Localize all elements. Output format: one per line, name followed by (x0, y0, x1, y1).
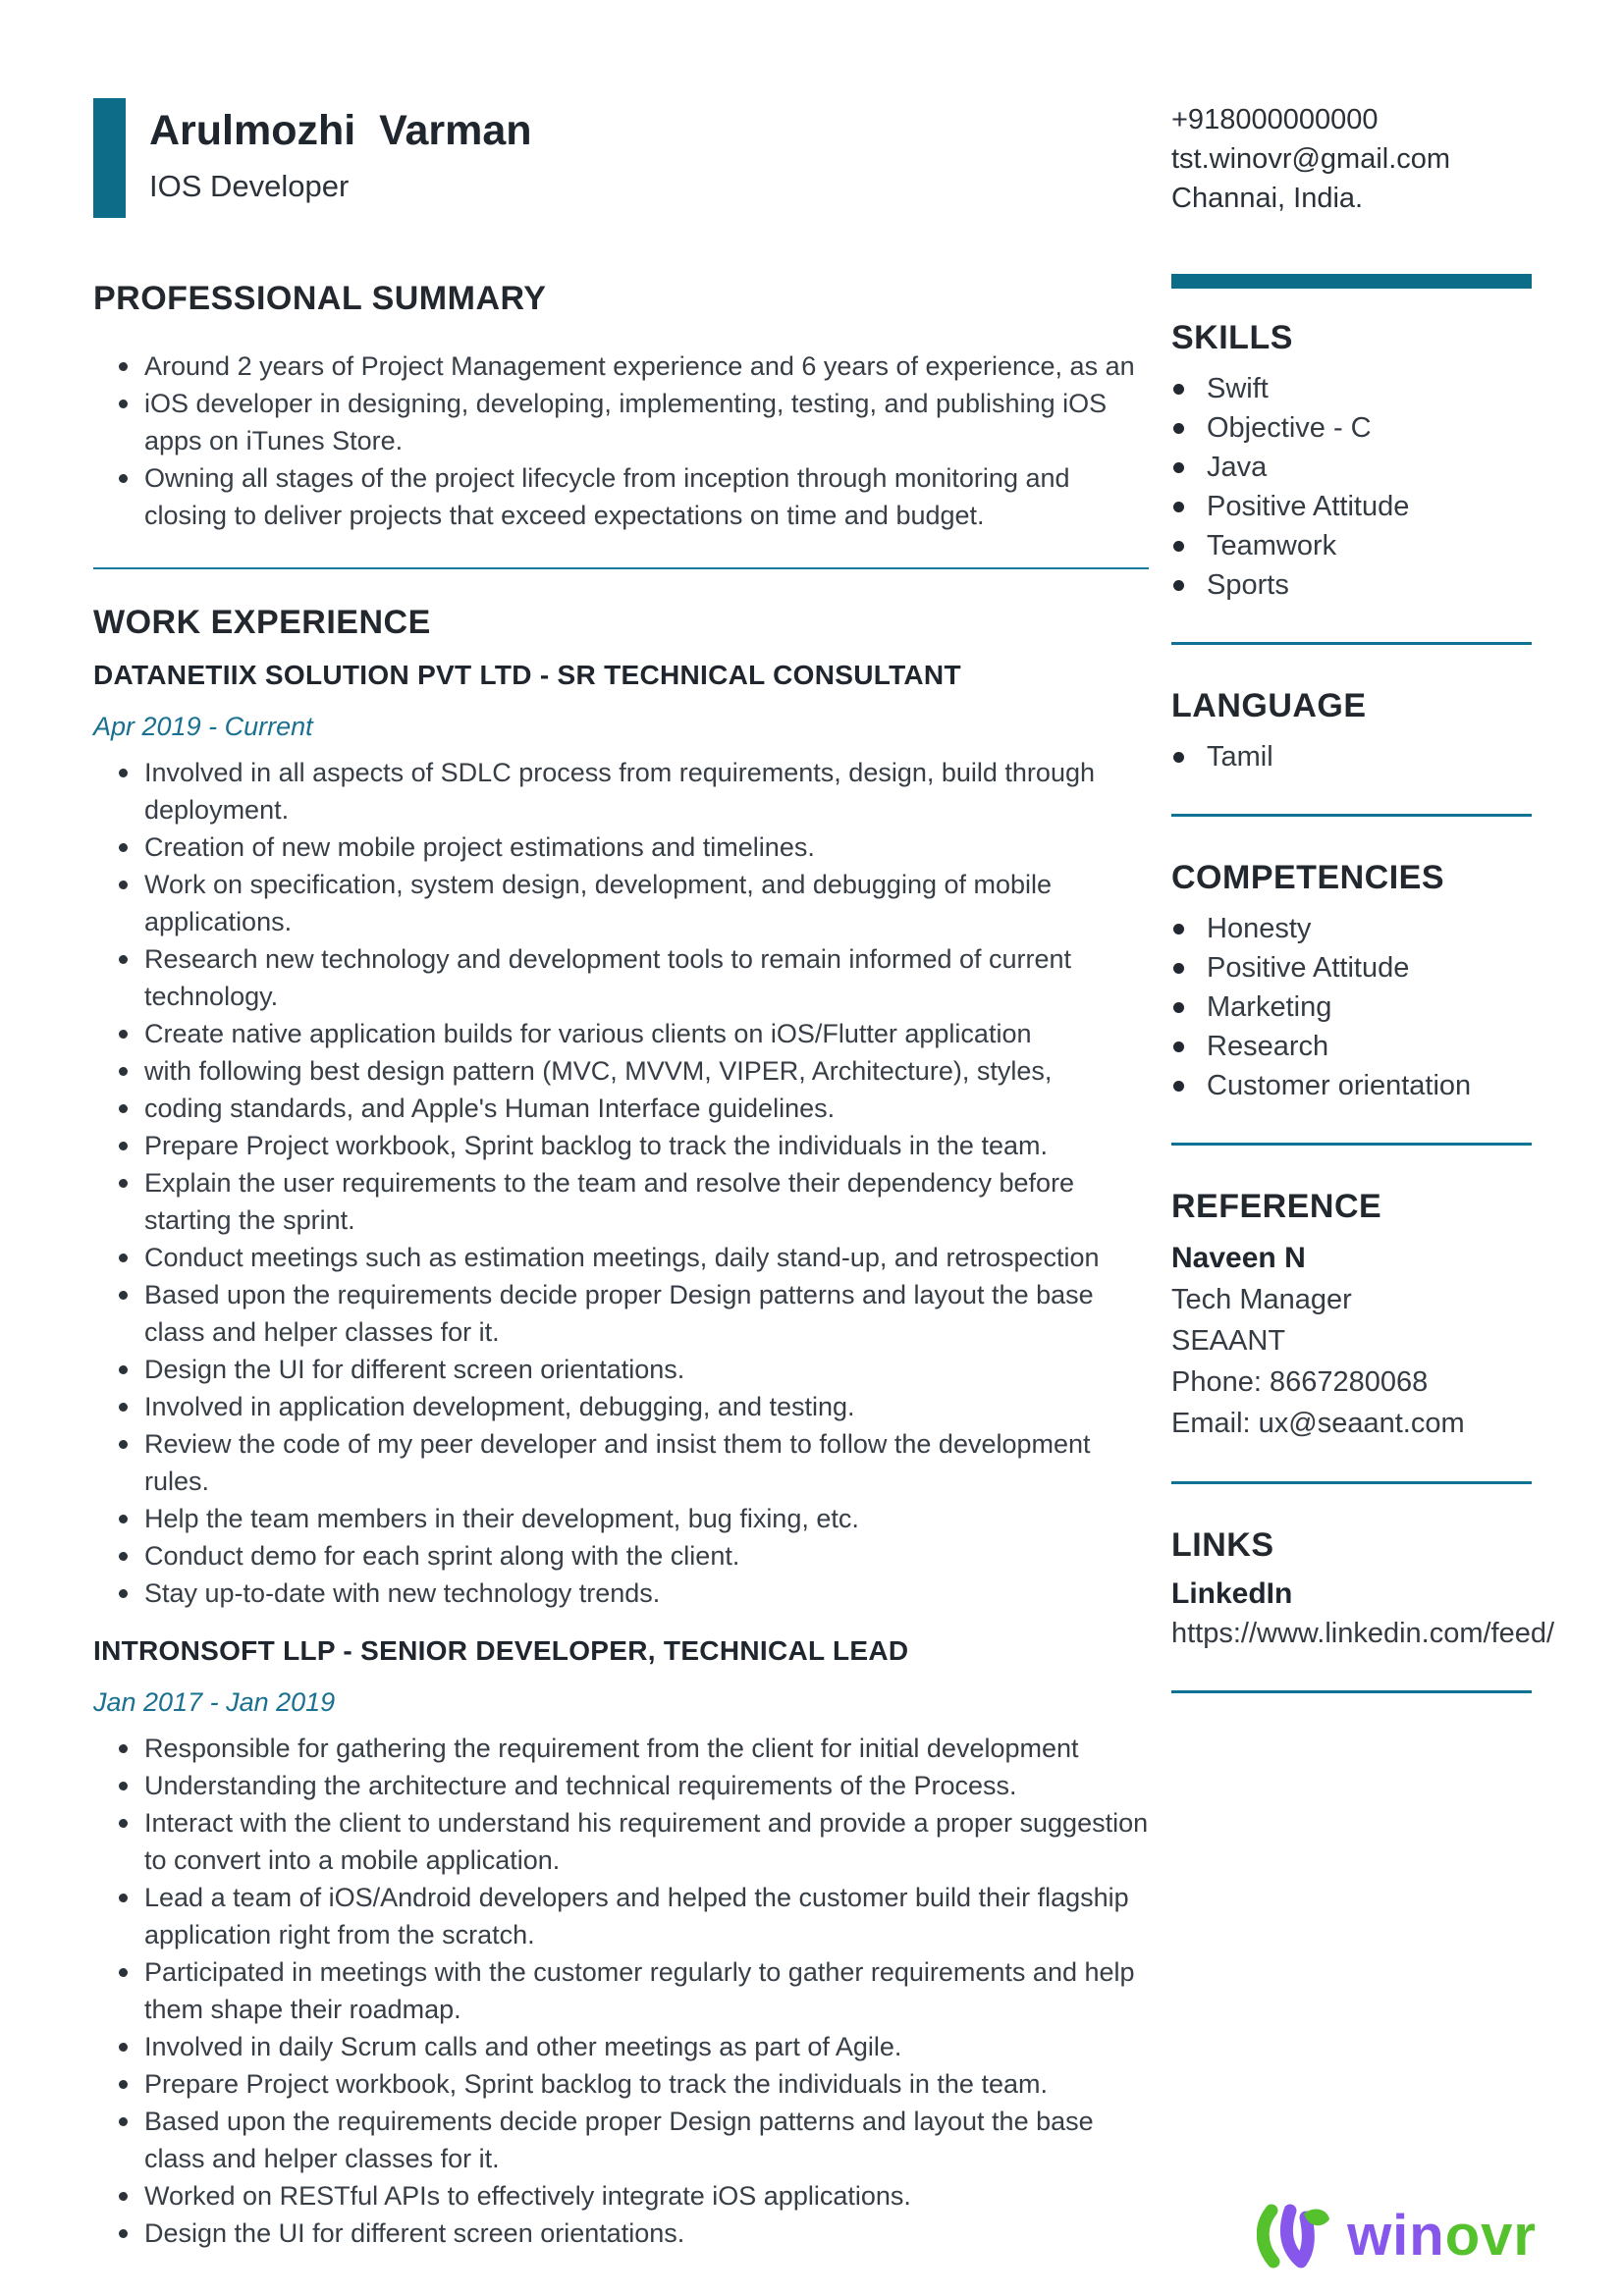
contact-location: Channai, India. (1171, 183, 1364, 214)
skill-item: Java (1171, 448, 1532, 487)
sidebar-divider (1171, 642, 1532, 645)
job-bullet: Creation of new mobile project estimations and timelines. (93, 828, 1149, 866)
job-bullet: Research new technology and development tools to remain informed of current technology. (93, 940, 1149, 1015)
language-heading: LANGUAGE (1171, 687, 1367, 724)
job-date: Apr 2019 - Current (93, 712, 313, 741)
job-bullet: Worked on RESTful APIs to effectively integrate iOS applications. (93, 2177, 1149, 2215)
job-bullet: Based upon the requirements decide proper Design patterns and layout the base class and helper classes for it. (93, 2103, 1149, 2177)
job-bullet: Create native application builds for various clients on iOS/Flutter application (93, 1015, 1149, 1052)
competencies-heading: COMPETENCIES (1171, 859, 1445, 896)
competency-item: Honesty (1171, 909, 1532, 948)
competencies-list (1171, 909, 1532, 1105)
job-bullet: Involved in application development, debugging, and testing. (93, 1388, 1149, 1425)
language-item: Tamil (1171, 737, 1532, 776)
job-bullet: Conduct demo for each sprint along with the client. (93, 1537, 1149, 1575)
summary-bullet: Owning all stages of the project lifecycle from inception through monitoring and closing to deliver projects that exceed expectations on time and budget. (93, 459, 1149, 534)
links-heading: LINKS (1171, 1526, 1274, 1564)
identity-text (149, 98, 532, 218)
job-bullet: Explain the user requirements to the team and resolve their dependency before starting the sprint. (93, 1164, 1149, 1239)
job-bullet: Design the UI for different screen orientations. (93, 2215, 1149, 2252)
linkedin-label: LinkedIn (1171, 1577, 1293, 1610)
identity-block (93, 98, 532, 218)
skills-heading: SKILLS (1171, 319, 1293, 356)
job-bullet-list (93, 1730, 1149, 2252)
candidate-title: IOS Developer (149, 169, 350, 203)
job-bullet: Stay up-to-date with new technology trends. (93, 1575, 1149, 1612)
job-bullet: with following best design pattern (MVC, MVVM, VIPER, Architecture), styles, (93, 1052, 1149, 1090)
logo-text-ovr: ovr (1444, 2204, 1537, 2268)
winovr-logo-icon (1257, 2204, 1333, 2269)
job-bullet: Lead a team of iOS/Android developers and helped the customer build their flagship application right from the scratch. (93, 1879, 1149, 1953)
skill-item: Objective - C (1171, 408, 1532, 448)
summary-list (93, 347, 1149, 534)
content-columns (0, 218, 1623, 2252)
job-date: Jan 2017 - Jan 2019 (93, 1687, 336, 1717)
contact-phone: +918000000000 (1171, 104, 1379, 135)
job-bullet: Prepare Project workbook, Sprint backlog to track the individuals in the team. (93, 1127, 1149, 1164)
job-title: INTRONSOFT LLP - SENIOR DEVELOPER, TECHNICAL LEAD (93, 1635, 909, 1666)
reference-heading: REFERENCE (1171, 1188, 1382, 1225)
reference-role: Tech Manager (1171, 1284, 1352, 1315)
summary-bullet: Around 2 years of Project Management experience and 6 years of experience, as an (93, 347, 1149, 385)
linkedin-url[interactable]: https://www.linkedin.com/feed/ (1171, 1618, 1555, 1649)
header (0, 0, 1623, 218)
accent-bar (93, 98, 126, 218)
reference-company: SEAANT (1171, 1325, 1286, 1357)
summary-divider (93, 567, 1149, 569)
job-bullet: Help the team members in their development, bug fixing, etc. (93, 1500, 1149, 1537)
sidebar-divider (1171, 1481, 1532, 1484)
job-bullet: coding standards, and Apple's Human Interface guidelines. (93, 1090, 1149, 1127)
competency-item: Research (1171, 1027, 1532, 1066)
skill-item: Positive Attitude (1171, 487, 1532, 526)
job-entry (93, 658, 1149, 1612)
job-bullet: Review the code of my peer developer and insist them to follow the development rules. (93, 1425, 1149, 1500)
job-title: DATANETIIX SOLUTION PVT LTD - SR TECHNICAL CONSULTANT (93, 660, 961, 690)
contact-email: tst.winovr@gmail.com (1171, 143, 1451, 175)
job-bullet: Conduct meetings such as estimation meetings, daily stand-up, and retrospection (93, 1239, 1149, 1276)
language-list (1171, 737, 1532, 776)
sidebar-accent-bar (1171, 274, 1532, 289)
job-bullet: Based upon the requirements decide proper Design patterns and layout the base class and helper classes for it. (93, 1276, 1149, 1351)
winovr-logo (1257, 2203, 1537, 2269)
reference-email: Email: ux@seaant.com (1171, 1408, 1465, 1439)
job-bullet: Prepare Project workbook, Sprint backlog to track the individuals in the team. (93, 2065, 1149, 2103)
skills-list (1171, 369, 1532, 605)
skill-item: Teamwork (1171, 526, 1532, 565)
main-column (93, 218, 1149, 2252)
logo-text-win: win (1347, 2204, 1445, 2268)
sidebar (1171, 218, 1555, 2252)
work-heading: WORK EXPERIENCE (93, 604, 431, 641)
winovr-logo-text (1347, 2203, 1537, 2269)
summary-heading: PROFESSIONAL SUMMARY (93, 280, 547, 317)
summary-bullet: iOS developer in designing, developing, implementing, testing, and publishing iOS apps on iTunes Store. (93, 385, 1149, 459)
sidebar-divider (1171, 814, 1532, 817)
sidebar-divider (1171, 1143, 1532, 1146)
job-entry (93, 1633, 1149, 2252)
sidebar-divider (1171, 1690, 1532, 1693)
reference-name: Naveen N (1171, 1242, 1306, 1274)
job-bullet: Involved in daily Scrum calls and other meetings as part of Agile. (93, 2028, 1149, 2065)
job-bullet: Work on specification, system design, development, and debugging of mobile applications. (93, 866, 1149, 940)
competency-item: Positive Attitude (1171, 948, 1532, 988)
job-bullet: Interact with the client to understand his requirement and provide a proper suggestion to convert into a mobile application. (93, 1804, 1149, 1879)
candidate-name: Arulmozhi Varman (149, 107, 532, 154)
job-bullet: Participated in meetings with the customer regularly to gather requirements and help them shape their roadmap. (93, 1953, 1149, 2028)
contact-block (1171, 98, 1532, 218)
competency-item: Marketing (1171, 988, 1532, 1027)
job-bullet: Involved in all aspects of SDLC process from requirements, design, build through deployment. (93, 754, 1149, 828)
job-bullet: Understanding the architecture and technical requirements of the Process. (93, 1767, 1149, 1804)
skill-item: Sports (1171, 565, 1532, 605)
competency-item: Customer orientation (1171, 1066, 1532, 1105)
reference-phone: Phone: 8667280068 (1171, 1366, 1429, 1398)
skill-item: Swift (1171, 369, 1532, 408)
job-bullet-list (93, 754, 1149, 1612)
job-bullet: Design the UI for different screen orientations. (93, 1351, 1149, 1388)
job-bullet: Responsible for gathering the requirement from the client for initial development (93, 1730, 1149, 1767)
